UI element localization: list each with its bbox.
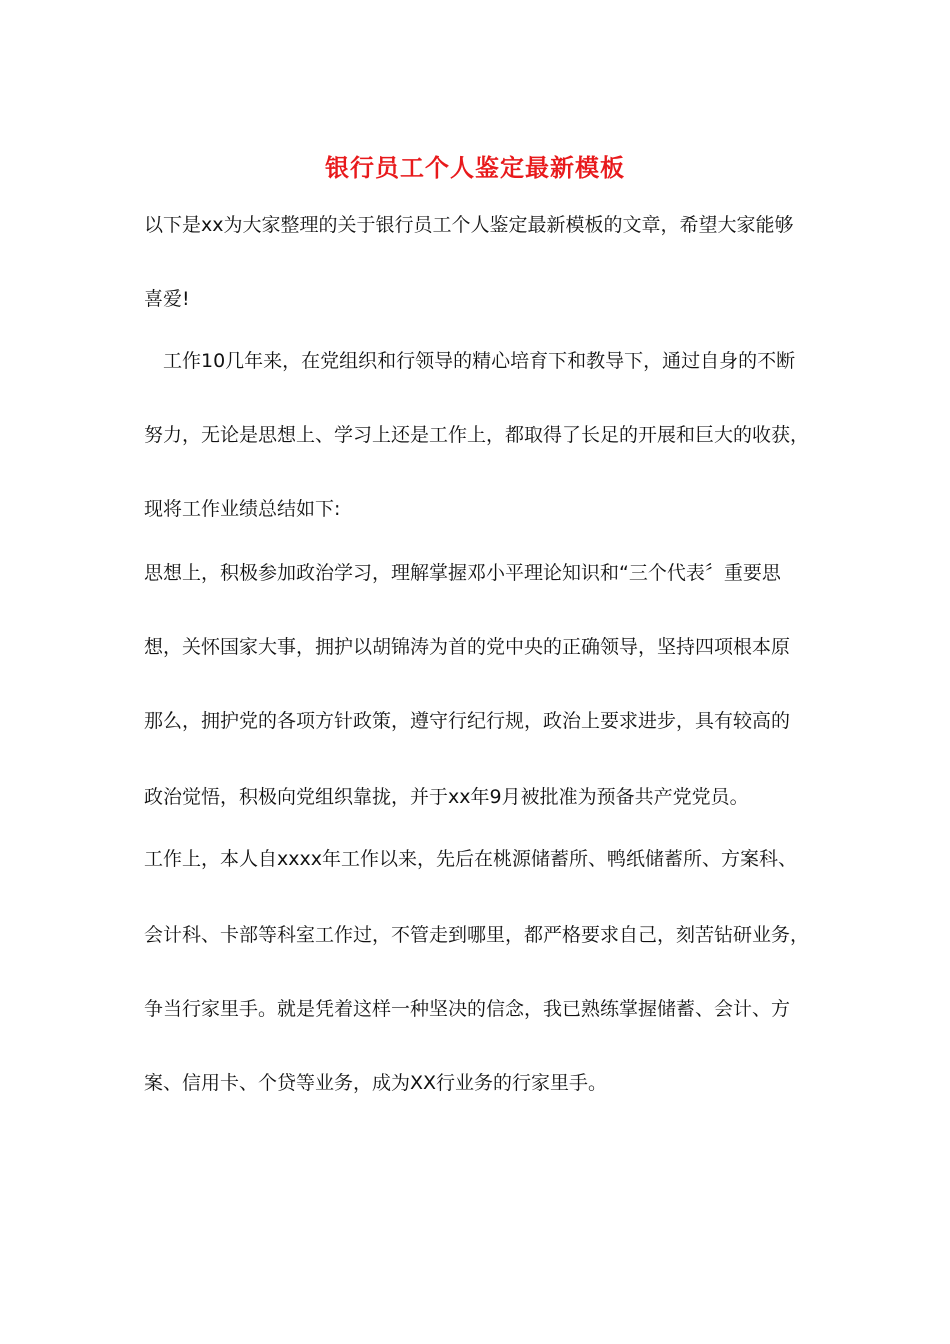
document-title: 银行员工个人鉴定最新模板 xyxy=(325,154,625,182)
paragraph2-line-1: 思想上，积极参加政治学习，理解掌握邓小平理论知识和“三个代表〞重要思 xyxy=(144,562,781,584)
paragraph3-line-1: 工作上，本人自xxxx年工作以来，先后在桃源储蓄所、鸭纸储蓄所、方案科、 xyxy=(144,848,797,870)
intro-line-2: 喜爱! xyxy=(144,288,190,310)
paragraph3-line-3: 争当行家里手。就是凭着这样一种坚决的信念，我已熟练掌握储蓄、会计、方 xyxy=(144,998,791,1020)
paragraph1-line-2: 努力，无论是思想上、学习上还是工作上，都取得了长足的开展和巨大的收获， xyxy=(144,424,810,446)
paragraph3-line-4: 案、信用卡、个贷等业务，成为XX行业务的行家里手。 xyxy=(144,1072,608,1094)
paragraph1-line-1: 工作10几年来，在党组织和行领导的精心培育下和教导下，通过自身的不断 xyxy=(163,350,796,372)
intro-line-1: 以下是xx为大家整理的关于银行员工个人鉴定最新模板的文章，希望大家能够 xyxy=(144,214,794,236)
paragraph2-line-3: 那么，拥护党的各项方针政策，遵守行纪行规，政治上要求进步，具有较高的 xyxy=(144,710,791,732)
paragraph1-line-3: 现将工作业绩总结如下: xyxy=(144,498,341,520)
paragraph2-line-2: 想，关怀国家大事，拥护以胡锦涛为首的党中央的正确领导，坚持四项根本原 xyxy=(144,636,791,658)
paragraph2-line-4: 政治觉悟，积极向党组织靠拢，并于xx年9月被批准为预备共产党党员。 xyxy=(144,786,749,808)
paragraph3-line-2: 会计科、卡部等科室工作过，不管走到哪里，都严格要求自己，刻苦钻研业务， xyxy=(144,924,810,946)
